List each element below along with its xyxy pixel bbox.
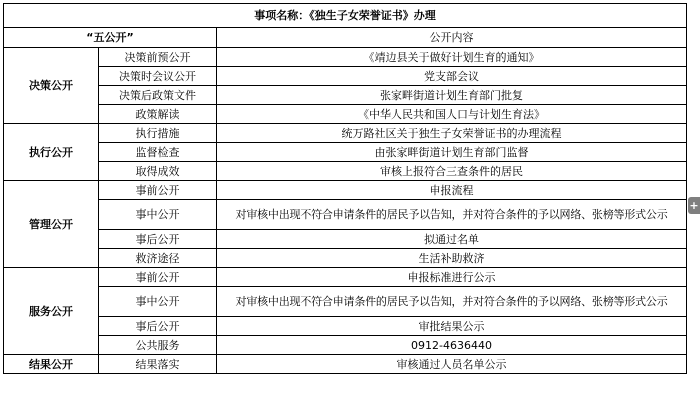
table-row: [4, 124, 687, 143]
header-five-public: “五公开”: [4, 28, 217, 48]
item-label: 事中公开: [99, 200, 217, 230]
item-label: 事前公开: [99, 268, 217, 287]
item-label: 事前公开: [99, 181, 217, 200]
item-content: 由张家畔街道计划生育部门监督: [217, 143, 687, 162]
item-label: 救济途径: [99, 249, 217, 268]
item-content: 《靖边县关于做好计划生育的通知》: [217, 48, 687, 67]
item-content: 审核通过人员名单公示: [217, 355, 687, 374]
item-label: 决策前预公开: [99, 48, 217, 67]
item-content: 生活补助救济: [217, 249, 687, 268]
plus-icon: +: [689, 199, 699, 212]
item-content: 对审核中出现不符合申请条件的居民予以告知，并对符合条件的予以网络、张榜等形式公示: [217, 287, 687, 317]
table-row: [4, 230, 687, 249]
item-label: 取得成效: [99, 162, 217, 181]
table-row: [4, 86, 687, 105]
disclosure-table: [3, 3, 687, 374]
table-row: [4, 162, 687, 181]
table-row: [4, 48, 687, 67]
title-row: [4, 4, 687, 28]
table-row: [4, 249, 687, 268]
table-row: [4, 181, 687, 200]
item-label: 事中公开: [99, 287, 217, 317]
item-label: 事后公开: [99, 230, 217, 249]
expand-side-tab[interactable]: [688, 197, 700, 214]
table-row: [4, 355, 687, 374]
item-label: 决策后政策文件: [99, 86, 217, 105]
table-row: [4, 67, 687, 86]
category-result: 结果公开: [4, 355, 99, 374]
table-row: [4, 105, 687, 124]
item-content: 申报标准进行公示: [217, 268, 687, 287]
table-title: 事项名称：《独生子女荣誉证书》办理: [4, 4, 687, 28]
table-row: [4, 200, 687, 230]
table-row: [4, 143, 687, 162]
item-content: 统万路社区关于独生子女荣誉证书的办理流程: [217, 124, 687, 143]
category-execution: 执行公开: [4, 124, 99, 181]
item-content: 张家畔街道计划生育部门批复: [217, 86, 687, 105]
item-content: 审批结果公示: [217, 317, 687, 336]
item-label: 政策解读: [99, 105, 217, 124]
item-content: 申报流程: [217, 181, 687, 200]
item-label: 事后公开: [99, 317, 217, 336]
item-content: 拟通过名单: [217, 230, 687, 249]
category-decision: 决策公开: [4, 48, 99, 124]
table-row: [4, 268, 687, 287]
item-label: 公共服务: [99, 336, 217, 355]
header-row: [4, 28, 687, 48]
item-label: 监督检查: [99, 143, 217, 162]
item-content: 对审核中出现不符合申请条件的居民予以告知，并对符合条件的予以网络、张榜等形式公示: [217, 200, 687, 230]
table-row: [4, 317, 687, 336]
table-row: [4, 336, 687, 355]
table-row: [4, 287, 687, 317]
category-service: 服务公开: [4, 268, 99, 355]
item-content: 党支部会议: [217, 67, 687, 86]
header-content: 公开内容: [217, 28, 687, 48]
item-label: 决策时会议公开: [99, 67, 217, 86]
item-content: 0912-4636440: [217, 336, 687, 355]
item-label: 结果落实: [99, 355, 217, 374]
category-management: 管理公开: [4, 181, 99, 268]
item-content: 审核上报符合三查条件的居民: [217, 162, 687, 181]
item-content: 《中华人民共和国人口与计划生育法》: [217, 105, 687, 124]
item-label: 执行措施: [99, 124, 217, 143]
